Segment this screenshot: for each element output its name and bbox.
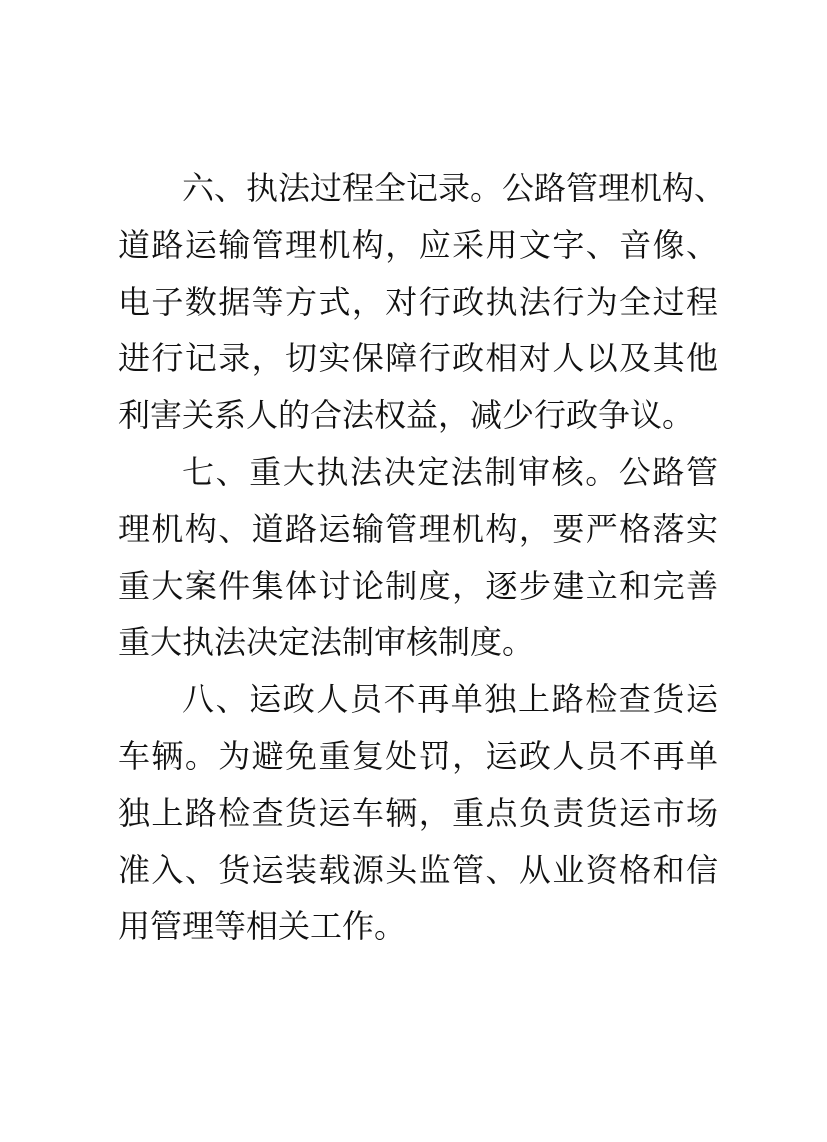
paragraph-line: 独上路检查货运车辆，重点负责货运市场 xyxy=(118,793,718,832)
paragraph-line: 八、运政人员不再单独上路检查货运 xyxy=(182,680,718,719)
paragraph-line: 利害关系人的合法权益，减少行政争议。 xyxy=(118,396,695,435)
paragraph-6 xyxy=(118,160,727,444)
paragraph-line: 准入、货运装载源头监管、从业资格和信 xyxy=(118,850,718,889)
paragraph-line: 道路运输管理机构，应采用文字、音像、 xyxy=(118,225,718,264)
paragraph-line: 重大执法决定法制审核制度。 xyxy=(118,623,535,662)
paragraph-line: 七、重大执法决定法制审核。公路管 xyxy=(182,452,718,491)
paragraph-line: 进行记录，切实保障行政相对人以及其他 xyxy=(118,339,718,378)
paragraph-line: 用管理等相关工作。 xyxy=(118,907,407,946)
paragraph-line: 电子数据等方式，对行政执法行为全过程 xyxy=(118,282,718,321)
paragraph-7 xyxy=(118,444,718,671)
document-body xyxy=(118,160,727,955)
paragraph-line: 理机构、道路运输管理机构，要严格落实 xyxy=(118,509,718,548)
paragraph-line: 车辆。为避免重复处罚，运政人员不再单 xyxy=(118,736,718,775)
paragraph-8 xyxy=(118,671,718,955)
paragraph-line: 重大案件集体讨论制度，逐步建立和完善 xyxy=(118,566,718,605)
paragraph-line: 六、执法过程全记录。公路管理机构、 xyxy=(182,169,727,207)
